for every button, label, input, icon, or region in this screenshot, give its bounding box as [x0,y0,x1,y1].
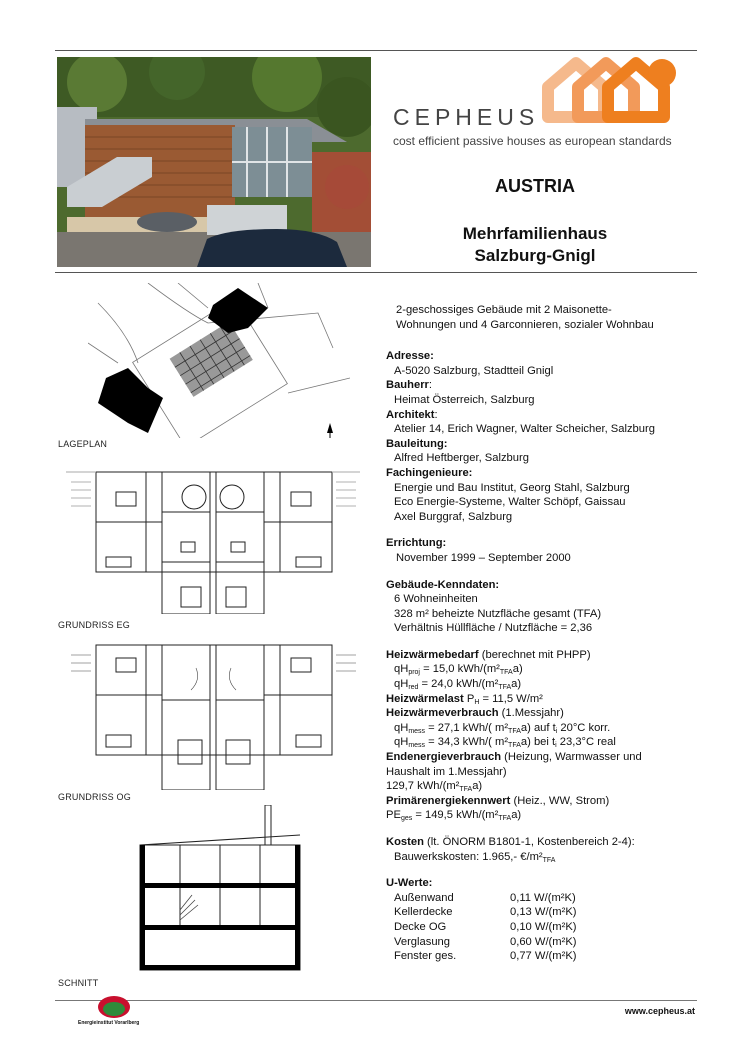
architekt-row: Architekt: [386,408,438,421]
primaer-row: Primärenergiekennwert (Heiz., WW, Strom) [386,794,610,807]
endenergie-value: 129,7 kWh/$(m^2_{TFA}a)$ [386,780,483,794]
endenergie-row: Endenergieverbrauch (Heizung, Warmwasser und [386,751,642,764]
verbrauch-row: Heizwärmeverbrauch (1.Messjahr) [386,707,564,720]
fach-value-2: Eco Energie-Systeme, Walter Schöpf, Gaissau [394,496,626,509]
label-schnitt: SCHNITT [58,978,99,988]
label-grundriss-og: GRUNDRISS OG [58,792,131,802]
heizlast-row: Heizwärmelast $P_H = 11,5$ W/m² [386,692,543,706]
bauherr-value: Heimat Österreich, Salzburg [394,393,535,406]
uwerte-label: U-Werte: [386,877,433,890]
header-bottom-rule [55,272,697,273]
kosten-value: Bauwerkskosten: 1.965,- $€/m^2_{TFA}$ [394,850,556,864]
brand-name: CEPHEUS [393,104,540,130]
errichtung-label: Errichtung: [386,537,447,550]
footer-url[interactable]: www.cepheus.at [624,1006,695,1016]
intro-text: 2-geschossiges Gebäude mit 2 Maisonette- Wohnungen und 4 Garconnieren, sozialer Wohnbau [396,304,654,331]
project-info [386,303,706,964]
qh-mess-2: $qH_{mess} = 34,3$ kWh/( $m^2_{TFA}a$) bei $t_i$ 23,3°C real [394,736,616,750]
qh-proj: $qH_{proj} = 15,0$ kWh/$(m^2_{TFA}a)$ [394,663,523,677]
kenndaten-label: Gebäude-Kenndaten: [386,578,500,591]
energieinstitut-text: Energieinstitut Vorarlberg [78,1020,140,1026]
site-plan-drawing [88,283,350,438]
ground-floor-plan [66,462,360,614]
label-lageplan: LAGEPLAN [58,439,108,449]
errichtung-value: November 1999 – September 2000 [396,551,571,564]
country-title: AUSTRIA [495,176,575,196]
hwb-row: Heizwärmebedarf (berechnet mit PHPP) [386,648,591,661]
architekt-value: Atelier 14, Erich Wagner, Walter Scheicher, Salzburg [394,423,655,436]
upper-floor-plan [66,640,360,790]
uwert-row: Außenwand 0,11 W/(m²K) [394,891,576,904]
uwert-row: Decke OG 0,10 W/(m²K) [394,920,577,933]
pe-value: $PE_{ges} = 149,5$ kWh/$(m^2_{TFA}a)$ [386,809,522,823]
fach-value-3: Axel Burggraf, Salzburg [394,510,513,523]
kenndaten-3: Verhältnis Hüllfläche / Nutzfläche = 2,36 [394,622,593,635]
section-drawing [120,805,320,975]
footer-rule [55,1000,697,1001]
uwert-row: Fenster ges. 0,77 W/(m²K) [394,950,577,963]
fach-value-1: Energie und Bau Institut, Georg Stahl, Salzburg [394,481,630,494]
endenergie-note2: Haushalt im 1.Messjahr) [386,765,507,778]
bauleitung-value: Alfred Heftberger, Salzburg [394,452,529,465]
project-title-line2: Salzburg-Gnigl [474,246,596,265]
qh-mess-1: $qH_{mess} = 27,1$ kWh/( $m^2_{TFA}a$) auf $t_i$ 20°C korr. [394,721,611,735]
uwert-row: Verglasung 0,60 W/(m²K) [394,935,577,948]
adresse-value: A-5020 Salzburg, Stadtteil Gnigl [394,364,554,377]
project-title-line1: Mehrfamilienhaus [462,224,608,243]
uwert-row: Kellerdecke 0,13 W/(m²K) [394,906,577,919]
top-rule [55,50,697,51]
bauherr-row: Bauherr: [386,379,433,392]
kenndaten-2: 328 m² beheizte Nutzfläche gesamt (TFA) [394,607,602,620]
brand-tagline: cost efficient passive houses as european standards [393,134,672,148]
kenndaten-1: 6 Wohneinheiten [394,593,478,606]
qh-red: $qH_{red} = 24,0$ kWh/$(m^2_{TFA}a)$ [394,678,522,692]
label-grundriss-eg: GRUNDRISS EG [58,620,130,630]
fach-label: Fachingenieure: [386,466,473,479]
adresse-label: Adresse: [386,350,434,363]
bauleitung-label: Bauleitung: [386,437,448,450]
kosten-row: Kosten (lt. ÖNORM B1801-1, Kostenbereich 2-4): [386,836,635,848]
building-photo [57,57,371,267]
